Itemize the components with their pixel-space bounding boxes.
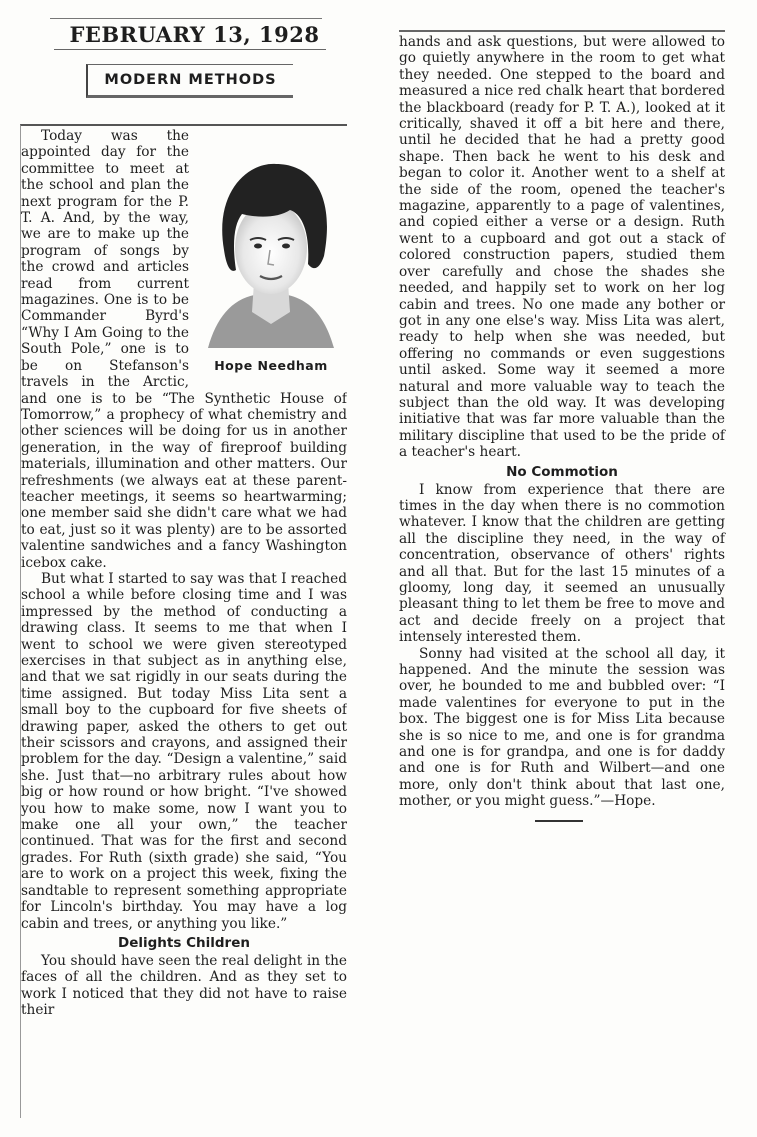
article-paragraph: You should have seen the real delight in the faces of all the children. And as they set to work I noticed that they did not have to raise their	[21, 952, 347, 1019]
subheading-no-commotion: No Commotion	[506, 463, 618, 480]
column-title: MODERN METHODS	[86, 64, 293, 98]
article-column-left	[20, 124, 347, 1118]
article-paragraph: But what I started to say was that I reached school a while before closing time and I was impressed by the method of conducting a drawing class. It seems to me that when I went to school we were given stereotyped exercises in that subject as in anything else, and that we sat rigidly in our seats during the time assigned. But today Miss Lita sent a small boy to the cupboard for five sheets of drawing paper, asked the others to get out their scissors and crayons, and assigned their problem for the day. “Design a valentine,” said she. Just that—no arbitrary rules about how big or how round or how bright. “I've showed you how to make some, now I want you to make one all your own,” the teacher continued. That was for the first and second grades. For Ruth (sixth grade) she said, “You are to work on a project this week, fixing the sandtable to represent something appropriate for Lincoln's birthday. You may have a log cabin and trees, or anything you like.”	[21, 570, 347, 932]
article-paragraph: Sonny had visited at the school all day, it happened. And the minute the session was over, he bounded to me and bubbled over: “I made valentines for everyone to put in the box. The biggest one is for Miss Lita because she is so nice to me, and one is for grandma and one is for grandpa, and one is for daddy and one is for Ruth and Wilbert—and one more, only don't think about that last one, mother, or you might guess.”—Hope.	[399, 645, 725, 810]
portrait-photo-icon	[198, 152, 344, 348]
subheading-delights-children: Delights Children	[118, 934, 250, 951]
article-column-right	[399, 30, 725, 822]
article-paragraph: Today was the appointed day for the committee to meet at the school and plan the next program for the P. T. A. And, by the way, we are to make up the program of songs by the crowd and articles read from current magazines. One is to be Commander Byrd's “Why I Am Going to the South Pole,” one is to be on Stefanson's travels in the Arctic, and one is to be “The Synthetic House of Tomorrow,” a prophecy of what chemistry and other sciences will be doing for us in another generation, in the way of fireproof building materials, illumination and other matters. Our refreshments (we always eat at these parent-teacher meetings, it seems so heartwarming; one member said she didn't care what we had to eat, just so it was plenty) are to be assorted valentine sandwiches and a fancy Washington icebox cake.	[21, 128, 347, 571]
top-rule	[50, 18, 322, 19]
page-date: FEBRUARY 13, 1928	[69, 22, 320, 47]
end-rule	[535, 820, 583, 822]
article-paragraph: hands and ask questions, but were allowed to go quietly anywhere in the room to get what they needed. One stepped to the board and measured a nice red chalk heart that bordered the blackboard (ready for P. T. A.), looked at it critically, shaved it off a bit here and there, until he decided that he had a pretty good shape. Then back he went to his desk and began to color it. Another went to a shelf at the side of the room, opened the teacher's magazine, apparently to a page of valentines, and copied either a verse or a design. Ruth went to a cupboard and got out a stack of colored construction papers, studied them over carefully and chose the shades she needed, and happily set to work on her log cabin and trees. No one made any bother or got in any one else's way. Miss Lita was alert, ready to help when she was needed, but offering no commands or even suggestions until asked. Some way it seemed a more natural and more valuable way to teach the subject than the old way. It was developing initiative that was far more valuable than the military discipline that used to be the pride of a teacher's heart.	[399, 34, 725, 461]
photo-caption: Hope Needham	[214, 358, 328, 373]
author-photo	[197, 152, 345, 374]
article-paragraph: I know from experience that there are times in the day when there is no commotion whatever. I know that the children are getting all the discipline they need, in the way of concentration, observance of others' rights and all that. But for the last 15 minutes of a gloomy, long day, it seemed an unusually pleasant thing to let them be free to move and act and decide freely on a project that intensely interested them.	[399, 481, 725, 646]
date-rule	[54, 49, 326, 50]
